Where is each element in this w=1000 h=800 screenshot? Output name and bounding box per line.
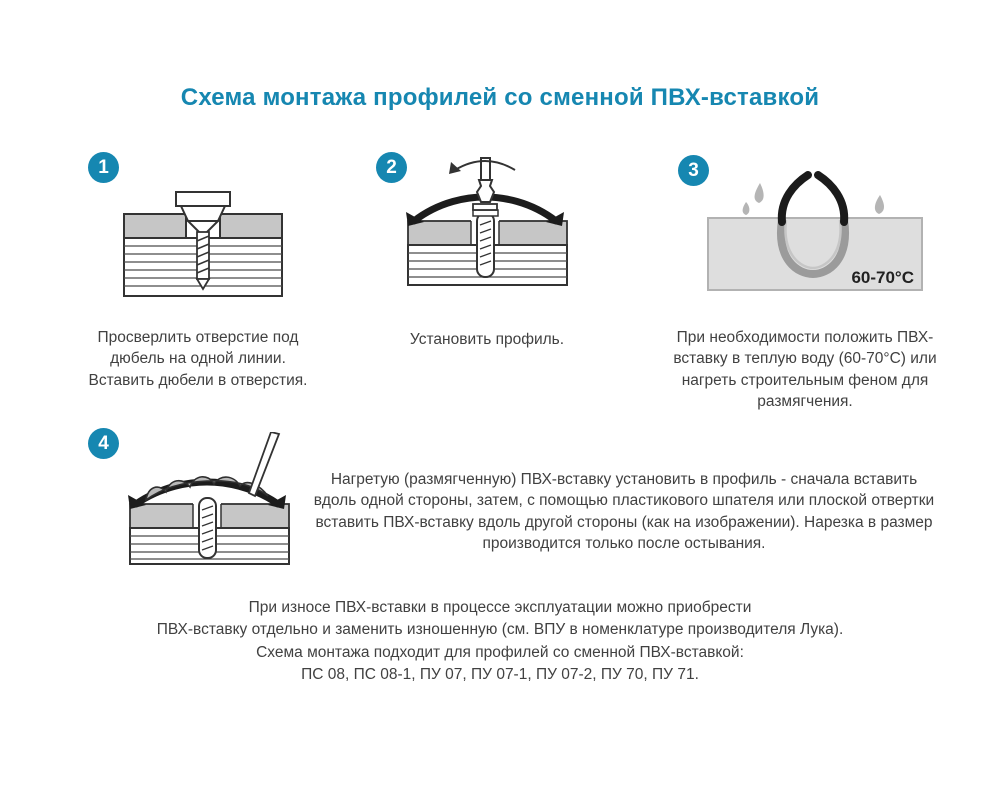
footer-note (0, 597, 1000, 687)
step-4-number: 4 (98, 433, 109, 454)
step-3-caption: При необходимости положить ПВХ-вставку в теплую воду (60-70°С) или нагреть строительным феном для размягчения. (673, 329, 937, 411)
footer-line-4: ПС 08, ПС 08-1, ПУ 07, ПУ 07-1, ПУ 07-2, ПУ 70, ПУ 71. (301, 666, 699, 684)
footer-line-2: ПВХ-вставку отдельно и заменить изношенную (см. ВПУ в номенклатуре производителя Лука). (156, 621, 844, 639)
page-title: Схема монтажа профилей со сменной ПВХ-вставкой (180, 84, 820, 111)
water-droplets-icon (743, 183, 884, 215)
footer-line-3: Схема монтажа подходит для профилей со сменной ПВХ-вставкой: (256, 643, 744, 661)
step-1-badge (88, 152, 119, 183)
step-2-number: 2 (386, 157, 397, 178)
step-4-caption: Нагретую (размягченную) ПВХ-вставку установить в профиль - сначала вставить вдоль одной стороны, затем, с помощью пластикового шпателя или плоской отвертки вставить ПВХ-вставку вдоль другой стороны (как на изображении). Нарезка в размер производится только после остывания. (313, 471, 935, 553)
insert-installation-illustration (122, 432, 297, 567)
install-profile-illustration (400, 155, 575, 290)
footer-line-1: При износе ПВХ-вставки в процессе эксплуатации можно приобрести (248, 599, 752, 616)
water-temperature-label: 60-70°C (851, 268, 914, 287)
dowel-icon (473, 210, 498, 277)
pvc-insert-icon (782, 175, 844, 222)
warm-water-illustration (700, 162, 930, 297)
step-2-caption: Установить профиль. (409, 331, 565, 348)
step-4-badge (88, 428, 119, 459)
flat-screwdriver-icon (249, 432, 279, 496)
drill-hole-illustration (118, 188, 288, 300)
dowel-icon (199, 498, 216, 558)
step-1-number: 1 (98, 157, 109, 178)
step-3-number: 3 (688, 160, 699, 181)
step-1-caption: Просверлить отверстие под дюбель на одной линии. Вставить дюбели в отверстия. (88, 329, 308, 389)
